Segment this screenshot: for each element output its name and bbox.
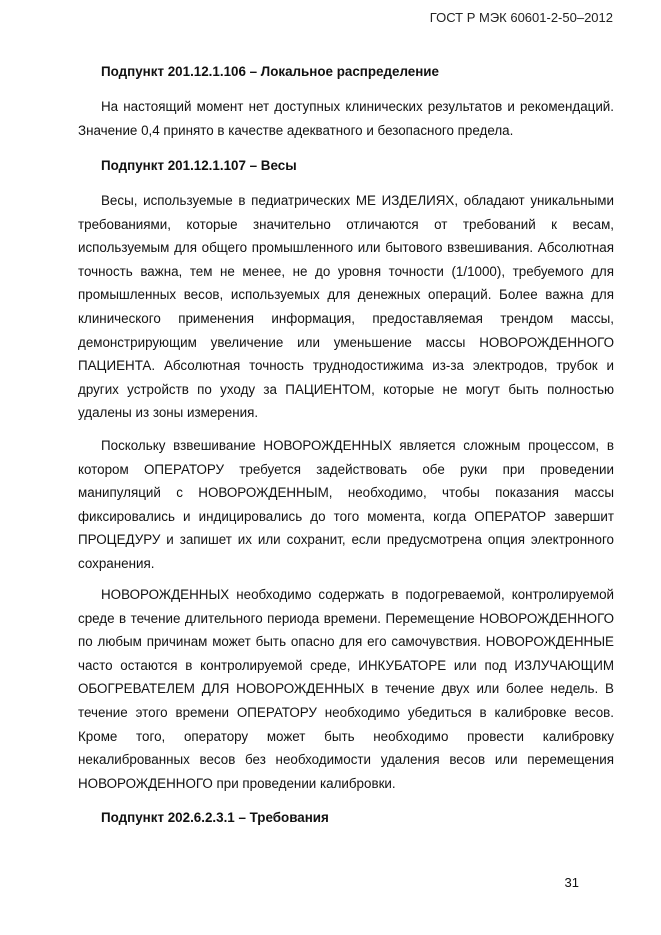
paragraph: НОВОРОЖДЕННЫХ необходимо содержать в подогреваемой, контролируемой среде в течение длительного периода времени. Перемещение НОВОРОЖДЕННОГО по любым причинам может быть опасно для его самочувствия. НОВОРОЖДЕННЫЕ часто остаются в контролируемой среде, ИНКУБАТОРЕ или под ИЗЛУЧАЮЩИМ ОБОГРЕВАТЕЛЕМ ДЛЯ НОВОРОЖДЕННЫХ в течение двух или более недель. В течение этого времени ОПЕРАТОРУ необходимо убедиться в калибровке весов. Кроме того, оператору может быть необходимо провести калибровку некалиброванных весов без необходимости удаления весов или перемещения НОВОРОЖДЕННОГО при проведении калибровки.: [78, 587, 614, 791]
section-body-scales-2: [78, 434, 614, 576]
paragraph: Поскольку взвешивание НОВОРОЖДЕННЫХ является сложным процессом, в котором ОПЕРАТОРУ требуется задействовать обе руки при проведении манипуляций с НОВОРОЖДЕННЫМ, необходимо, чтобы показания массы фиксировались и индицировались до того момента, когда ОПЕРАТОР завершит ПРОЦЕДУРУ и запишет их или сохранит, если предусмотрена опция электронного сохранения.: [78, 438, 614, 571]
section-heading-requirements: Подпункт 202.6.2.3.1 – Требования: [101, 810, 329, 825]
section-heading-local-distribution: Подпункт 201.12.1.106 – Локальное распределение: [101, 64, 439, 79]
paragraph: На настоящий момент нет доступных клинических результатов и рекомендаций. Значение 0,4 принято в качестве адекватного и безопасного предела.: [78, 99, 614, 138]
section-body-scales-3: [78, 583, 614, 795]
section-body-local-distribution: [78, 95, 614, 142]
page-number: 31: [564, 875, 579, 890]
section-body-scales-1: [78, 189, 614, 425]
section-heading-scales: Подпункт 201.12.1.107 – Весы: [101, 158, 297, 173]
standard-designation: ГОСТ Р МЭК 60601-2-50–2012: [429, 10, 613, 25]
paragraph: Весы, используемые в педиатрических МЕ ИЗДЕЛИЯХ, обладают уникальными требованиями, которые значительно отличаются от требований к весам, используемым для общего промышленного или бытового взвешивания. Абсолютная точность важна, тем не менее, не до уровня точности (1/1000), требуемого для промышленных весов, используемых для денежных операций. Более важна для клинического применения информация, предоставляемая трендом массы, демонстрирующим увеличение или уменьшение массы НОВОРОЖДЕННОГО ПАЦИЕНТА. Абсолютная точность труднодостижима из-за электродов, трубок и других устройств по уходу за ПАЦИЕНТОМ, которые не могут быть полностью удалены из зоны измерения.: [78, 193, 614, 421]
